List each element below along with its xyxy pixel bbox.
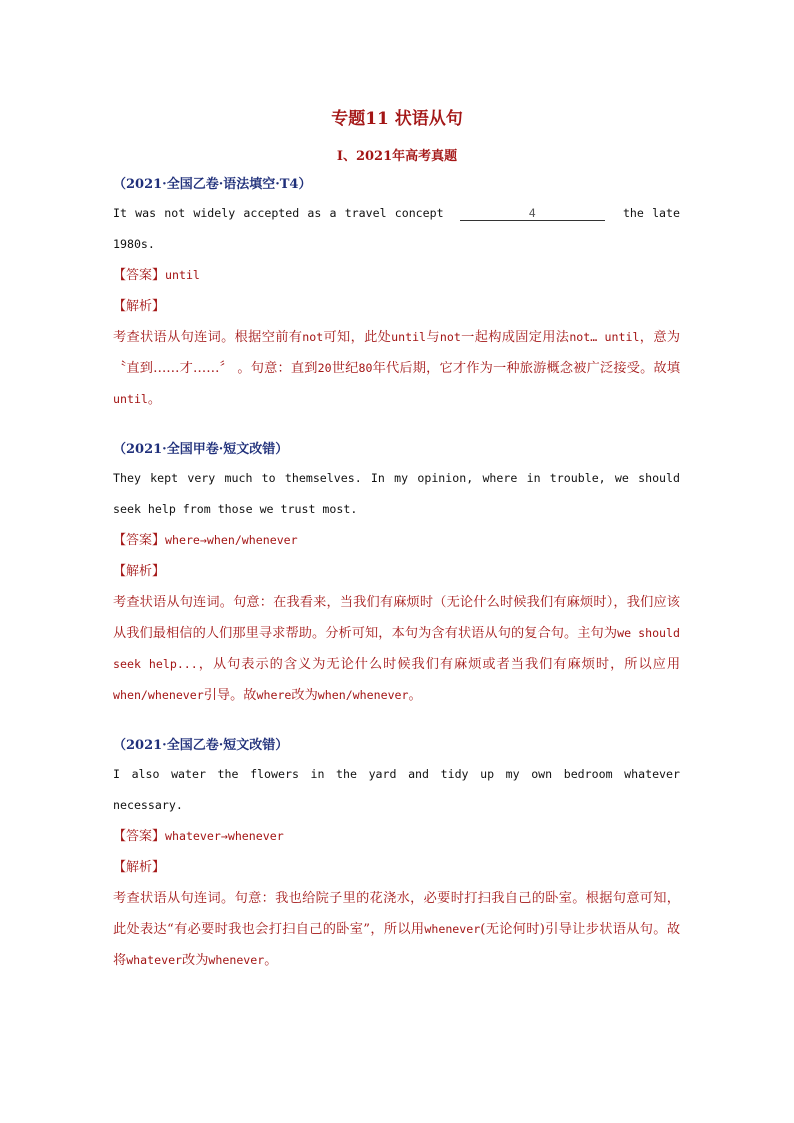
question-source: （2021·全国乙卷·语法填空·T4） xyxy=(113,177,312,192)
analysis-text: 考查状语从句连词。根据空前有not可知，此处until与not一起构成固定用法not… until，意为 〝直到……才……〞 。句意：直到20世纪80年代后期，它才作为一种旅游概念被广泛接受。故填until。 xyxy=(113,330,681,407)
answer-value: whatever→whenever xyxy=(165,829,284,843)
answer-label: 【答案】 xyxy=(113,533,166,548)
answer-value: until xyxy=(165,268,200,282)
question-source: （2021·全国乙卷·短文改错） xyxy=(113,738,289,753)
question-text-part: the late 1980s. xyxy=(113,206,680,251)
answer-line xyxy=(113,260,680,291)
analysis-text: 考查状语从句连词。句意：我也给院子里的花浇水，必要时打扫我自己的卧室。根据句意可知，此处表达“有必要时我也会打扫自己的卧室”，所以用whenever(无论何时)引导让步状语从句。故将whatever改为whenever。 xyxy=(113,891,681,968)
page-title: 专题11 状语从句 xyxy=(331,109,463,129)
answer-label: 【答案】 xyxy=(113,268,166,283)
answer-label: 【答案】 xyxy=(113,829,166,844)
content xyxy=(113,172,680,976)
analysis-label: 【解析】 xyxy=(113,564,166,579)
question-text xyxy=(113,198,680,260)
question-1 xyxy=(113,172,680,415)
analysis-label: 【解析】 xyxy=(113,299,166,314)
question-2 xyxy=(113,437,680,711)
answer-line xyxy=(113,525,680,556)
question-3 xyxy=(113,733,680,976)
answer-value: where→when/whenever xyxy=(165,533,298,547)
question-text-part: It was not widely accepted as a travel concept xyxy=(113,206,444,220)
answer-line xyxy=(113,821,680,852)
answer-blank: 4 xyxy=(460,206,605,221)
analysis-label: 【解析】 xyxy=(113,860,166,875)
question-text: They kept very much to themselves. In my opinion, where in trouble, we should seek help from those we trust most. xyxy=(113,471,680,516)
analysis-text: 考查状语从句连词。句意：在我看来，当我们有麻烦时（无论什么时候我们有麻烦时），我们应该从我们最相信的人们那里寻求帮助。分析可知，本句为含有状语从句的复合句。主句为we should seek help...，从句表示的含义为无论什么时候我们有麻烦或者当我们有麻烦时，所以应用when/whenever引导。故where改为when/whenever。 xyxy=(113,595,681,703)
question-text: I also water the flowers in the yard and tidy up my own bedroom whatever necessary. xyxy=(113,767,680,812)
section-title: I、2021年高考真题 xyxy=(336,149,458,164)
question-source: （2021·全国甲卷·短文改错） xyxy=(113,442,289,457)
